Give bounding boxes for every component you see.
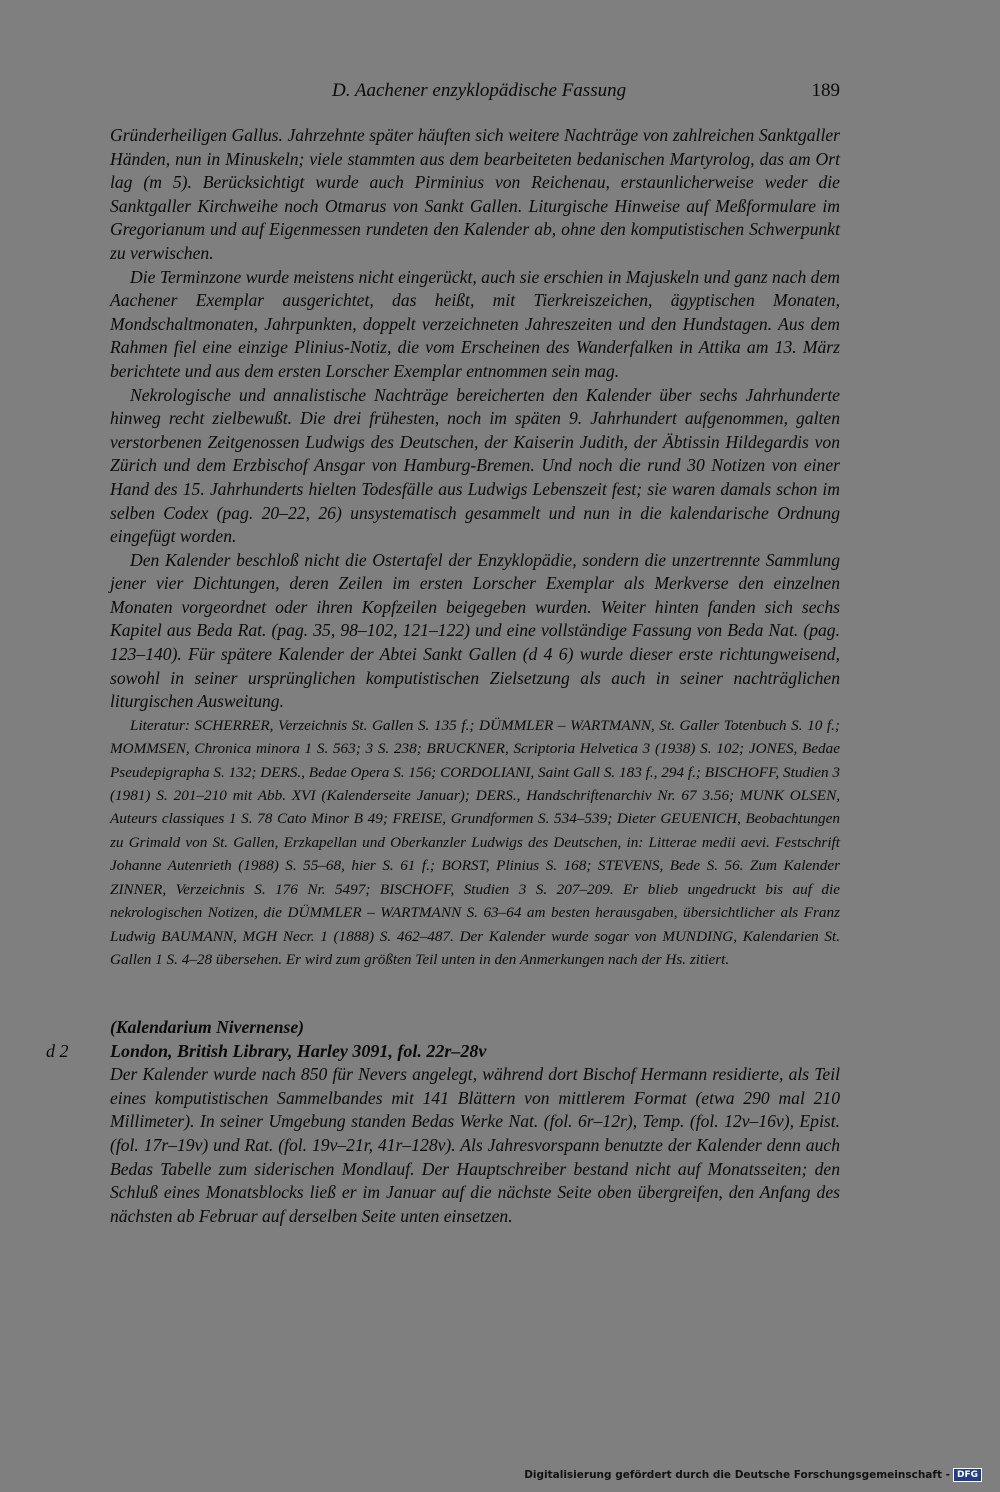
main-text <box>110 124 840 971</box>
running-title: D. Aachener enzyklopädische Fassung <box>332 80 627 101</box>
paragraph: Gründerheiligen Gallus. Jahrzehnte später häuften sich weitere Nachträge von zahlreichen Sanktgaller Händen, nun in Minuskeln; viele stammten aus dem bearbeiteten bedanischen Martyrolog, das am Ort lag (m 5). Berücksichtigt wurde auch Pirminius von Reichenau, erstaunlicherweise weder die Sanktgaller Kirchweihe noch Otmarus von Sankt Gallen. Liturgische Hinweise auf Meßformulare im Gregorianum und auf Eigenmessen rundeten den Kalender ab, ohne den komputistischen Schwerpunkt zu verwischen. <box>110 125 840 263</box>
section-title: (Kalendarium Nivernense) <box>110 1017 305 1037</box>
paragraph: Die Terminzone wurde meistens nicht eingerückt, auch sie erschien in Majuskeln und ganz nach dem Aachener Exemplar ausgerichtet, das heißt, mit Tierkreiszeichen, ägyptischen Monaten, Mondschaltmonaten, Jahrpunkten, doppelt verzeichneten Jahreszeiten und den Hundstagen. Aus dem Rahmen fiel eine einzige Plinius-Notiz, die vom Erscheinen des Wanderfalken in Attika am 13. März berichtete und aus dem ersten Lorscher Exemplar entnommen sein mag. <box>110 266 840 381</box>
manuscript-shelfmark: London, British Library, Harley 3091, fol. 22r–28v <box>110 1040 487 1061</box>
credit-text: Digitalisierung gefördert durch die Deutsche Forschungsgemeinschaft - <box>524 1469 950 1481</box>
paragraph: Nekrologische und annalistische Nachträge bereicherten den Kalender über sechs Jahrhunderte hinweg recht zielbewußt. Die drei frühesten, noch im späten 9. Jahrhundert aufgenommen, galten verstorbenen Zeitgenossen Ludwigs des Deutschen, der Kaiserin Judith, der Äbtissin Hildegardis von Zürich und dem Erzbischof Ansgar von Hamburg-Bremen. Und noch die rund 30 Notizen von einer Hand des 15. Jahrhunderts hielten Todesfälle aus Ludwigs Lebenszeit fest; sie waren damals schon im selben Codex (pag. 20–22, 26) unsystematisch gesammelt und nun in die kalendarische Ordnung eingefügt worden. <box>110 384 840 547</box>
literature-note: Literatur: SCHERRER, Verzeichnis St. Gallen S. 135 f.; DÜMMLER – WARTMANN, St. Galler Totenbuch S. 10 f.; MOMMSEN, Chronica minora 1 S. 563; 3 S. 238; BRUCKNER, Scriptoria Helvetica 3 (1938) S. 102; JONES, Bedae Pseudepigrapha S. 132; DERS., Bedae Opera S. 156; CORDOLIANI, Saint Gall S. 183 f., 294 f.; BISCHOFF, Studien 3 (1981) S. 201–210 mit Abb. XVI (Kalenderseite Januar); DERS., Handschriftenarchiv Nr. 67 3.56; MUNK OLSEN, Auteurs classiques 1 S. 78 Cato Minor B 49; FREISE, Grundformen S. 534–539; Dieter GEUENICH, Beobachtungen zu Grimald von St. Gallen, Erzkapellan und Oberkanzler Ludwigs des Deutschen, in: Litterae medii aevi. Festschrift Johanne Autenrieth (1988) S. 55–68, hier S. 61 f.; BORST, Plinius S. 168; STEVENS, Bede S. 56. Zum Kalender ZINNER, Verzeichnis S. 176 Nr. 5497; BISCHOFF, Studien 3 S. 207–209. Er blieb ungedruckt bis auf die nekrologischen Notizen, die DÜMMLER – WARTMANN S. 63–64 am besten herausgaben, übersichtlicher als Franz Ludwig BAUMANN, MGH Necr. 1 (1888) S. 462–487. Der Kalender wurde sogar von MUNDING, Kalendarien St. Gallen 1 S. 4–28 übersehen. Er wird zum größten Teil unten in den Anmerkungen nach der Hs. zitiert. <box>110 716 840 968</box>
manuscript-heading <box>46 1040 840 1064</box>
siglum: d 2 <box>46 1040 69 1061</box>
running-header <box>110 80 840 108</box>
paragraph: Den Kalender beschloß nicht die Ostertafel der Enzyklopädie, sondern die unzertrennte Sammlung jener vier Dichtungen, deren Zeilen im ersten Lorscher Exemplar als Merkverse den einzelnen Monaten vorgeordnet oder ihren Kopfzeilen beigegeben wurden. Weiter hinten fanden sich sechs Kapitel aus Beda Rat. (pag. 35, 98–102, 121–122) und eine vollständige Fassung von Beda Nat. (pag. 123–140). Für spätere Kalender der Abtei Sankt Gallen (d 4 6) wurde dieser erste richtungweisend, sowohl in seiner ursprünglichen komputistischen Zielsetzung als auch in seiner nachträglichen liturgischen Ausweitung. <box>110 549 840 712</box>
section-text: Der Kalender wurde nach 850 für Nevers angelegt, während dort Bischof Hermann residierte, als Teil eines komputistischen Sammelbandes mit 141 Blättern von mittlerem Format (etwa 290 mal 210 Millimeter). In seiner Umgebung standen Bedas Werke Nat. (fol. 6r–12r), Temp. (fol. 12v–16v), Epist. (fol. 17r–19v) und Rat. (fol. 19v–21r, 41r–128v). Als Jahresvorspann benutzte der Kalender denn auch Bedas Tabelle zum siderischen Mondlauf. Der Hauptschreiber bestand nicht auf Monatsseiten; den Schluß eines Monatsblocks ließ er im Januar auf die nächste Seite oben übergreifen, den Anfang des nächsten ab Februar auf derselben Seite unten einsetzen. <box>110 1064 840 1226</box>
manuscript-section <box>46 1016 840 1228</box>
page-number: 189 <box>811 80 840 101</box>
digitization-credit <box>524 1468 982 1482</box>
dfg-logo: DFG <box>953 1468 982 1482</box>
